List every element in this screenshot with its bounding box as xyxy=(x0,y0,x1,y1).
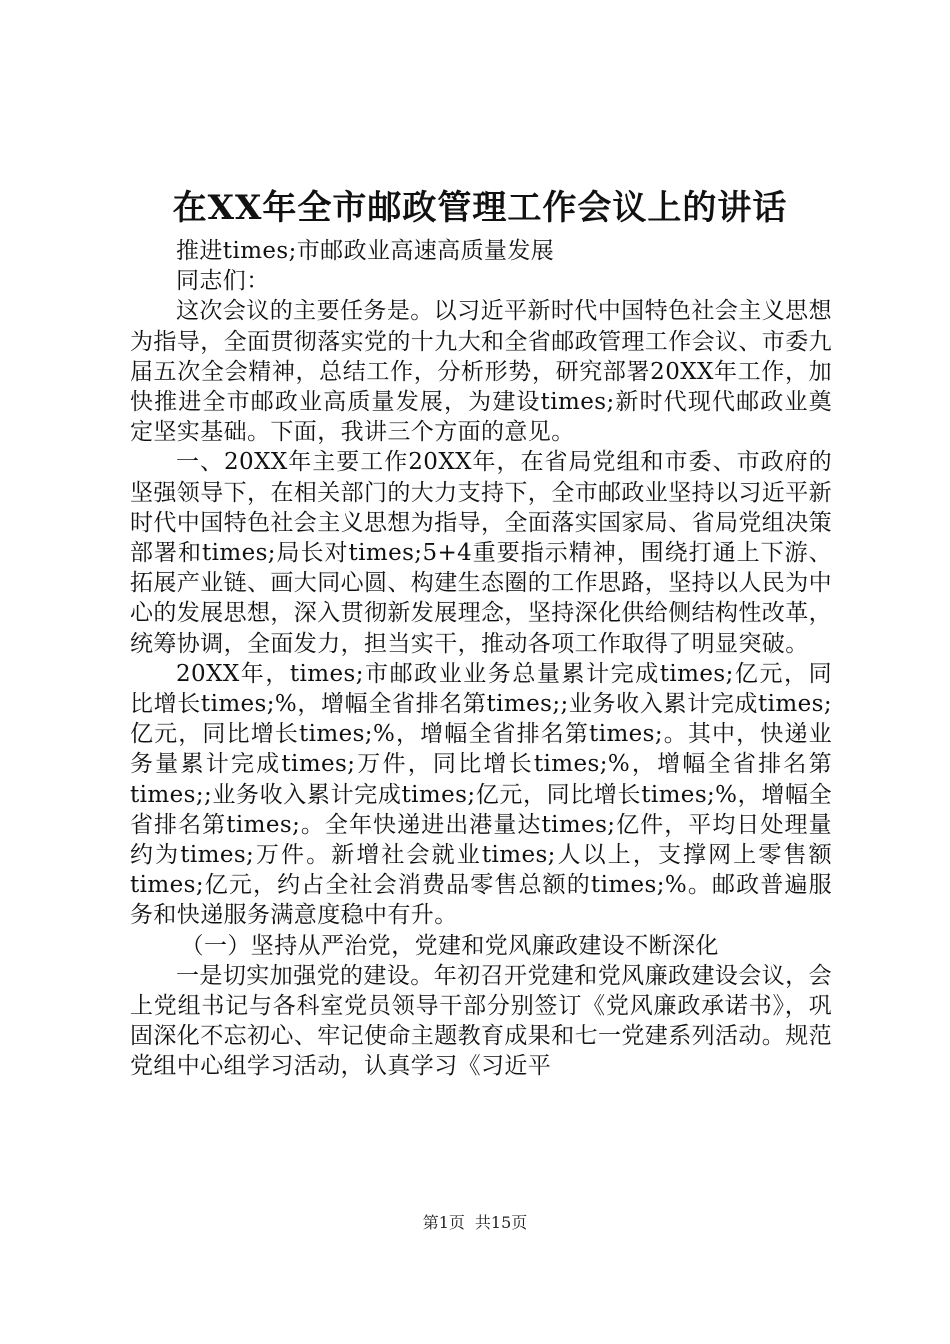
page-number: 第1页 xyxy=(422,1213,465,1232)
paragraph-section-one: 一、20XX年主要工作20XX年，在省局党组和市委、市政府的坚强领导下，在相关部门的大力支持下，全市邮政业坚持以习近平新时代中国特色社会主义思想为指导，全面落实国家局、省局党组决策部署和times;局长对times;5+4重要指示精神，围绕打通上下游、拓展产业链、画大同心圆、构建生态圈的工作思路，坚持以人民为中心的发展思想，深入贯彻新发展理念，坚持深化供给侧结构性改革，统筹协调，全面发力，担当实干，推动各项工作取得了明显突破。 xyxy=(130,449,832,657)
page-total: 共15页 xyxy=(474,1213,528,1232)
page-footer xyxy=(0,1213,950,1233)
paragraph-subheading: （一）坚持从严治党，党建和党风廉政建设不断深化 xyxy=(180,932,719,959)
document-title: 在XX年全市邮政管理工作会议上的讲话 xyxy=(172,188,788,228)
paragraph-subtitle: 推进times;市邮政业高速高质量发展 xyxy=(176,238,555,264)
paragraph-intro: 这次会议的主要任务是。以习近平新时代中国特色社会主义思想为指导，全面贯彻落实党的十九大和全省邮政管理工作会议、市委九届五次全会精神，总结工作，分析形势，研究部署20XX年工作，加快推进全市邮政业高质量发展，为建设times;新时代现代邮政业奠定坚实基础。下面，我讲三个方面的意见。 xyxy=(130,298,832,446)
document-body xyxy=(130,236,832,1082)
paragraph-party-building: 一是切实加强党的建设。年初召开党建和党风廉政建设会议，会上党组书记与各科室党员领导干部分别签订《党风廉政承诺书》，巩固深化不忘初心、牢记使命主题教育成果和七一党建系列活动。规范党组中心组学习活动，认真学习《习近平 xyxy=(130,962,832,1080)
paragraph-salutation: 同志们： xyxy=(176,268,270,295)
paragraph-statistics: 20XX年，times;市邮政业业务总量累计完成times;亿元，同比增长times;%，增幅全省排名第times;;业务收入累计完成times;亿元，同比增长times;%，增幅全省排名第times;。其中，快递业务量累计完成times;万件，同比增长times;%，增幅全省排名第times;;业务收入累计完成times;亿元，同比增长times;%，增幅全省排名第times;。全年快递进出港量达times;亿件，平均日处理量约为times;万件。新增社会就业times;人以上，支撑网上零售额times;亿元，约占全社会消费品零售总额的times;%。邮政普遍服务和快递服务满意度稳中有升。 xyxy=(130,660,832,929)
